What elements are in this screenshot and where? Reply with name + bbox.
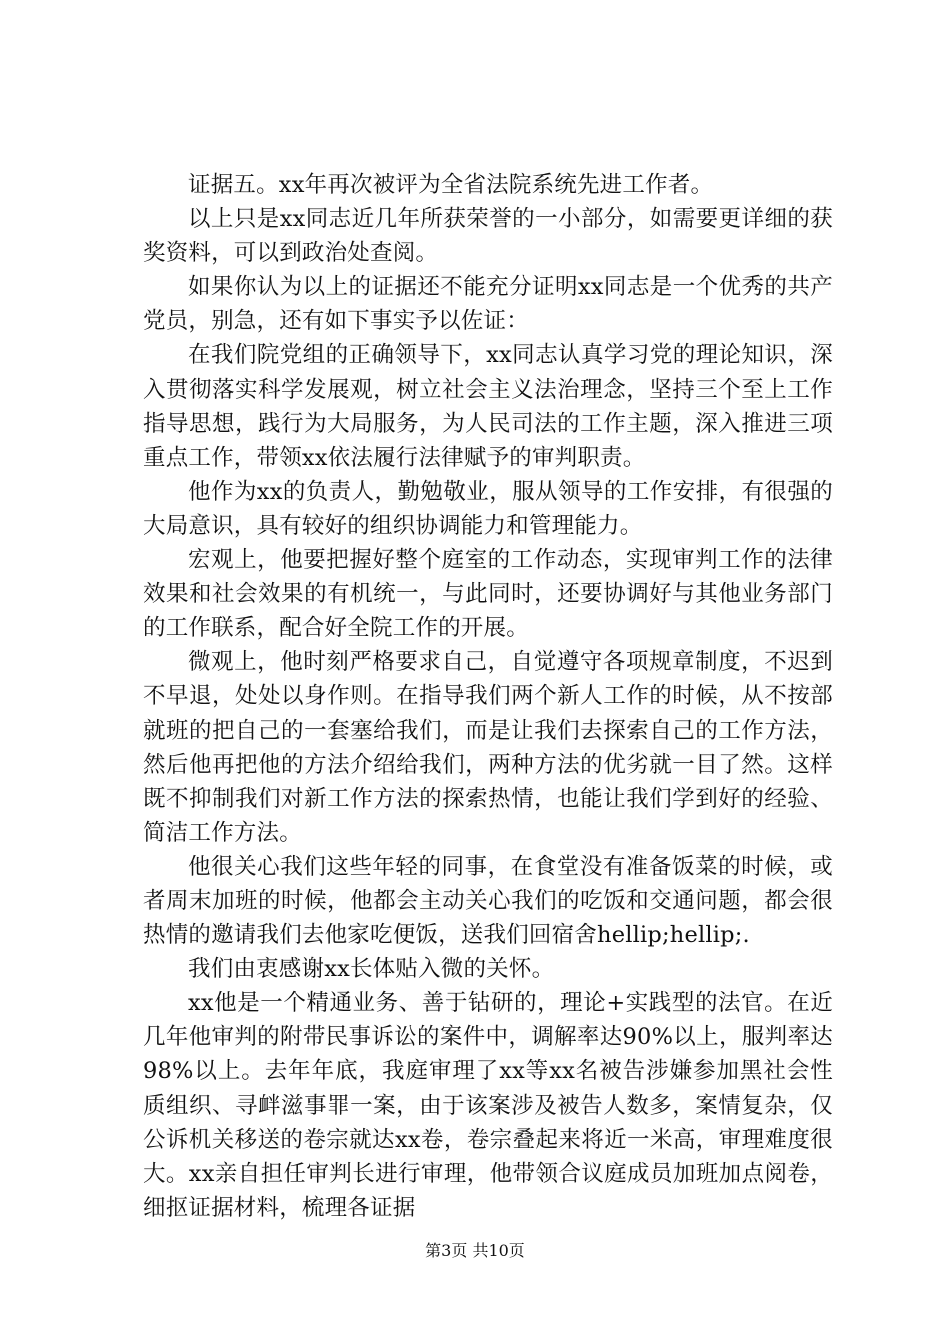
paragraph-gratitude: 我们由衷感谢xx长体贴入微的关怀。 bbox=[188, 956, 555, 983]
paragraph-evidence-five: 证据五。xx年再次被评为全省法院系统先进工作者。 bbox=[188, 172, 714, 198]
paragraph-honors-summary: 以上只是xx同志近几年所获荣誉的一小部分，如需要更详细的获奖资料，可以到政治处查阅。 bbox=[143, 206, 833, 267]
paragraph-responsibility: 他作为xx的负责人，勤勉敬业，服从领导的工作安排，有很强的大局意识，具有较好的组织协调能力和管理能力。 bbox=[143, 478, 833, 539]
paragraph-party-leadership: 在我们院党组的正确领导下，xx同志认真学习党的理论知识，深入贯彻落实科学发展观，树立社会主义法治理念，坚持三个至上工作指导思想，践行为大局服务，为人民司法的工作主题，深入推进三项重点工作，带领xx依法履行法律赋予的审判职责。 bbox=[143, 342, 833, 471]
document-body bbox=[143, 168, 833, 1225]
paragraph-micro-view: 微观上，他时刻严格要求自己，自觉遵守各项规章制度，不迟到不早退，处处以身作则。在指导我们两个新人工作的时候，从不按部就班的把自己的一套塞给我们，而是让我们去探索自己的工作方法，然后他再把他的方法介绍给我们，两种方法的优劣就一目了然。这样既不抑制我们对新工作方法的探索热情，也能让我们学到好的经验、简洁工作方法。 bbox=[143, 649, 833, 846]
paragraph-macro-view: 宏观上，他要把握好整个庭室的工作动态，实现审判工作的法律效果和社会效果的有机统一，与此同时，还要协调好与其他业务部门的工作联系，配合好全院工作的开展。 bbox=[143, 547, 833, 642]
paragraph-further-proof: 如果你认为以上的证据还不能充分证明xx同志是一个优秀的共产党员，别急，还有如下事实予以佐证： bbox=[143, 274, 833, 335]
paragraph-expert-judge: xx他是一个精通业务、善于钻研的，理论+实践型的法官。在近几年他审判的附带民事诉讼的案件中，调解率达90%以上，服判率达98%以上。去年年底，我庭审理了xx等xx名被告涉嫌参加黑社会性质组织、寻衅滋事罪一案，由于该案涉及被告人数多，案情复杂，仅公诉机关移送的卷宗就达xx卷，卷宗叠起来将近一米高，审理难度很大。xx亲自担任审判长进行审理，他带领合议庭成员加班加点阅卷，细抠证据材料，梳理各证据 bbox=[143, 990, 833, 1221]
paragraph-care-for-colleagues: 他很关心我们这些年轻的同事，在食堂没有准备饭菜的时候，或者周末加班的时候，他都会主动关心我们的吃饭和交通问题，都会很热情的邀请我们去他家吃便饭，送我们回宿舍hellip;hellip;. bbox=[143, 853, 833, 949]
page-number-footer: 第3页 共10页 bbox=[425, 1241, 525, 1260]
